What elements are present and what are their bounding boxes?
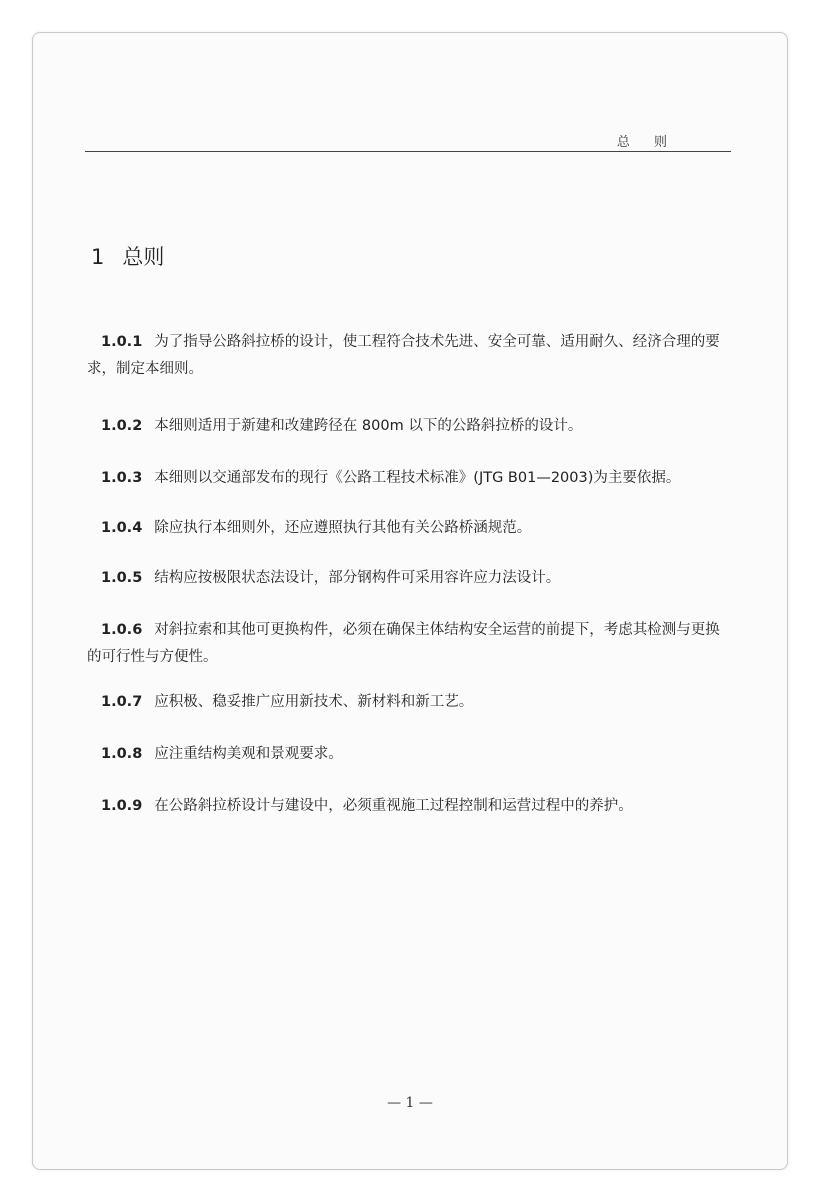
clause-1-0-5 [87,565,727,592]
clause-text: 除应执行本细则外，还应遵照执行其他有关公路桥涵规范。 [154,520,532,536]
clause-text: 本细则适用于新建和改建跨径在 800m 以下的公路斜拉桥的设计。 [154,418,583,434]
header-rule [85,151,731,152]
page-number: — 1 — [387,1095,433,1111]
clause-1-0-8 [87,741,727,768]
clause-number: 1.0.6 [101,622,143,638]
chapter-number: 1 [91,245,105,269]
clause-text: 结构应按极限状态法设计，部分钢构件可采用容许应力法设计。 [154,570,561,586]
clause-1-0-7 [87,689,727,716]
clause-number: 1.0.9 [101,798,143,814]
clause-number: 1.0.3 [101,470,143,486]
clause-number: 1.0.7 [101,694,143,710]
running-head: 总 则 [616,135,677,150]
chapter-title [91,241,164,271]
clause-1-0-3 [87,465,727,492]
clause-1-0-1 [87,329,727,383]
clause-text: 应注重结构美观和景观要求。 [154,746,343,762]
clause-number: 1.0.4 [101,520,143,536]
clause-number: 1.0.2 [101,418,143,434]
clause-1-0-4 [87,515,727,542]
document-page [32,32,788,1170]
clause-text: 本细则以交通部发布的现行《公路工程技术标准》(JTG B01—2003)为主要依据。 [154,470,681,486]
clause-number: 1.0.8 [101,746,143,762]
clause-text: 应积极、稳妥推广应用新技术、新材料和新工艺。 [154,694,474,710]
chapter-name: 总则 [122,245,165,269]
clause-number: 1.0.1 [101,334,143,350]
clause-text: 在公路斜拉桥设计与建设中，必须重视施工过程控制和运营过程中的养护。 [154,798,633,814]
clause-1-0-2 [87,413,727,440]
clause-text: 对斜拉索和其他可更换构件，必须在确保主体结构安全运营的前提下，考虑其检测与更换的可行性与方便性。 [87,622,720,665]
clause-1-0-9 [87,793,727,820]
clause-text: 为了指导公路斜拉桥的设计，使工程符合技术先进、安全可靠、适用耐久、经济合理的要求，制定本细则。 [87,334,720,377]
clause-number: 1.0.5 [101,570,143,586]
clause-1-0-6 [87,617,727,671]
